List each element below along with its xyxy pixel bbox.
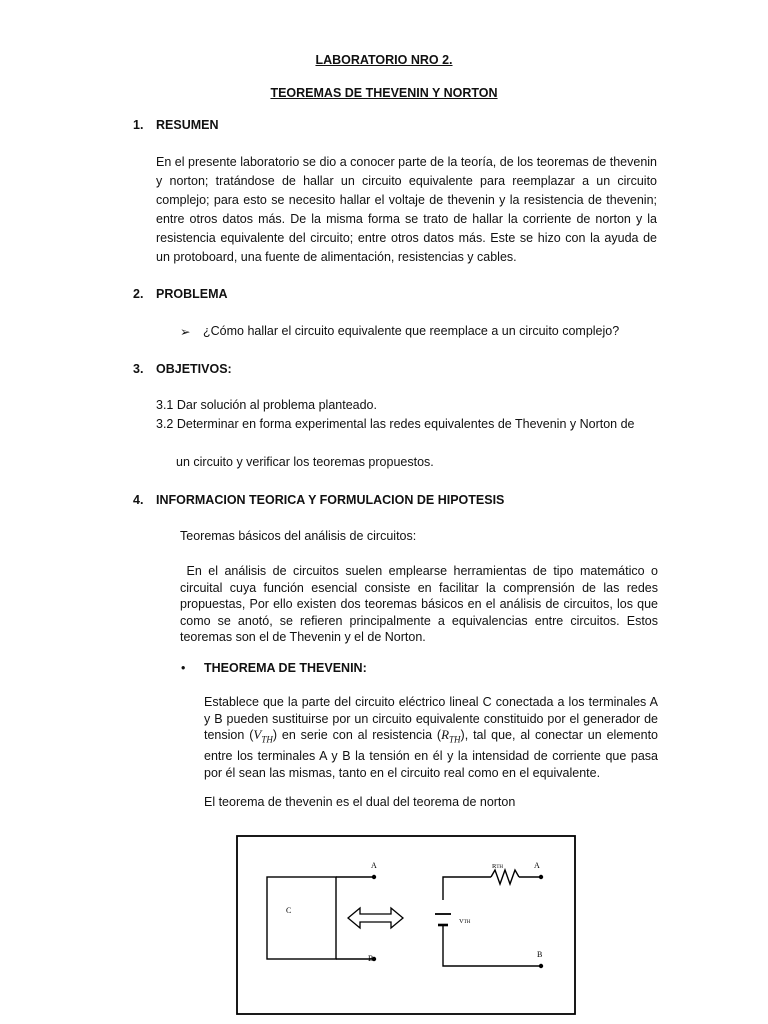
- section-4-heading: INFORMACION TEORICA Y FORMULACION DE HIPOTESIS: [156, 493, 505, 507]
- problema-question: ¿Cómo hallar el circuito equivalente que reemplace a un circuito complejo?: [203, 324, 620, 338]
- informacion-paragraph: En el análisis de circuitos suelen emplearse herramientas de tipo matemático o circuital cuya función esencial consiste en facilitar la comprensión de las redes propuestas, Por ello existen dos teoremas básicos en el análisis de circuitos, los que como se anotó, se refieren principalmente a equivalencias entre circuitos. Estos teoremas son el de Thevenin y el de Norton.: [180, 564, 662, 644]
- equivalence-arrow-icon: [348, 908, 403, 928]
- terminal-a-left: [372, 875, 376, 879]
- section-2-heading: PROBLEMA: [156, 287, 228, 301]
- wire-bottom: [443, 925, 541, 966]
- section-2-number: 2.: [133, 287, 144, 301]
- wire-top-left: [443, 877, 491, 900]
- section-1-number: 1.: [133, 118, 144, 132]
- document-title: LABORATORIO NRO 2.: [315, 53, 453, 67]
- section-3-number: 3.: [133, 362, 144, 376]
- label-c: C: [286, 906, 292, 915]
- objetivo-item: 3.2 Determinar en forma experimental las redes equivalentes de Thevenin y Norton de: [156, 417, 635, 431]
- resumen-paragraph: En el presente laboratorio se dio a conocer parte de la teoría, de los teoremas de thevenin y norton; tratándose de hallar un circuito equivalente para reemplazar a un circuito complejo; para esto se necesito hallar el voltaje de thevenin y la resistencia de thevenin; entre otros datos más. De la misma forma se trato de hallar la corriente de norton y la resistencia equivalente del circuito; entre otros datos más. Este se hizo con la ayuda de un protoboard, una fuente de alimentación, resistencias y cables.: [156, 155, 657, 264]
- section-4-number: 4.: [133, 493, 144, 507]
- objetivo-item: 3.1 Dar solución al problema planteado.: [156, 398, 377, 412]
- label-rth: RTH: [492, 863, 504, 870]
- circuit-c-box: [267, 877, 336, 959]
- label-a-left: A: [371, 861, 377, 870]
- document-subtitle: TEOREMAS DE THEVENIN Y NORTON: [270, 86, 498, 100]
- vth-symbol: $V_{TH}$: [253, 727, 273, 745]
- label-b-right: B: [537, 950, 543, 959]
- diagram-border: [237, 836, 575, 1014]
- objetivo-item-continuation: un circuito y verificar los teoremas propuestos.: [176, 455, 434, 469]
- label-b-left: B: [368, 954, 374, 963]
- problema-bullet-icon: ➢: [180, 325, 191, 339]
- terminal-b-right: [539, 964, 543, 968]
- thevenin-equivalent-diagram: [236, 835, 576, 1015]
- label-vth: VTH: [459, 918, 471, 925]
- label-a-right: A: [534, 861, 540, 870]
- resistor-rth-icon: [491, 870, 519, 884]
- informacion-subheading: Teoremas básicos del análisis de circuitos:: [180, 529, 417, 543]
- terminal-a-right: [539, 875, 543, 879]
- section-3-heading: OBJETIVOS:: [156, 362, 232, 376]
- thevenin-bullet-icon: •: [181, 661, 186, 675]
- dual-statement: El teorema de thevenin es el dual del teorema de norton: [204, 795, 516, 809]
- thevenin-paragraph: Establece que la parte del circuito eléctrico lineal C conectada a los terminales A y B pueden sustituirse por un circuito equivalente constituido por el generador de tension $(V_{TH})$ en serie con al resistencia $(R_{TH})$, tal que, al conectar un elemento entre los terminales A y B la tensión en él y la intensidad de corriente que pasa por él sean las mismas, tanto en el circuito real como en el equivalente.: [204, 695, 658, 780]
- thevenin-heading: THEOREMA DE THEVENIN:: [204, 661, 367, 675]
- section-1-heading: RESUMEN: [156, 118, 219, 132]
- rth-symbol: $R_{TH}$: [441, 727, 461, 745]
